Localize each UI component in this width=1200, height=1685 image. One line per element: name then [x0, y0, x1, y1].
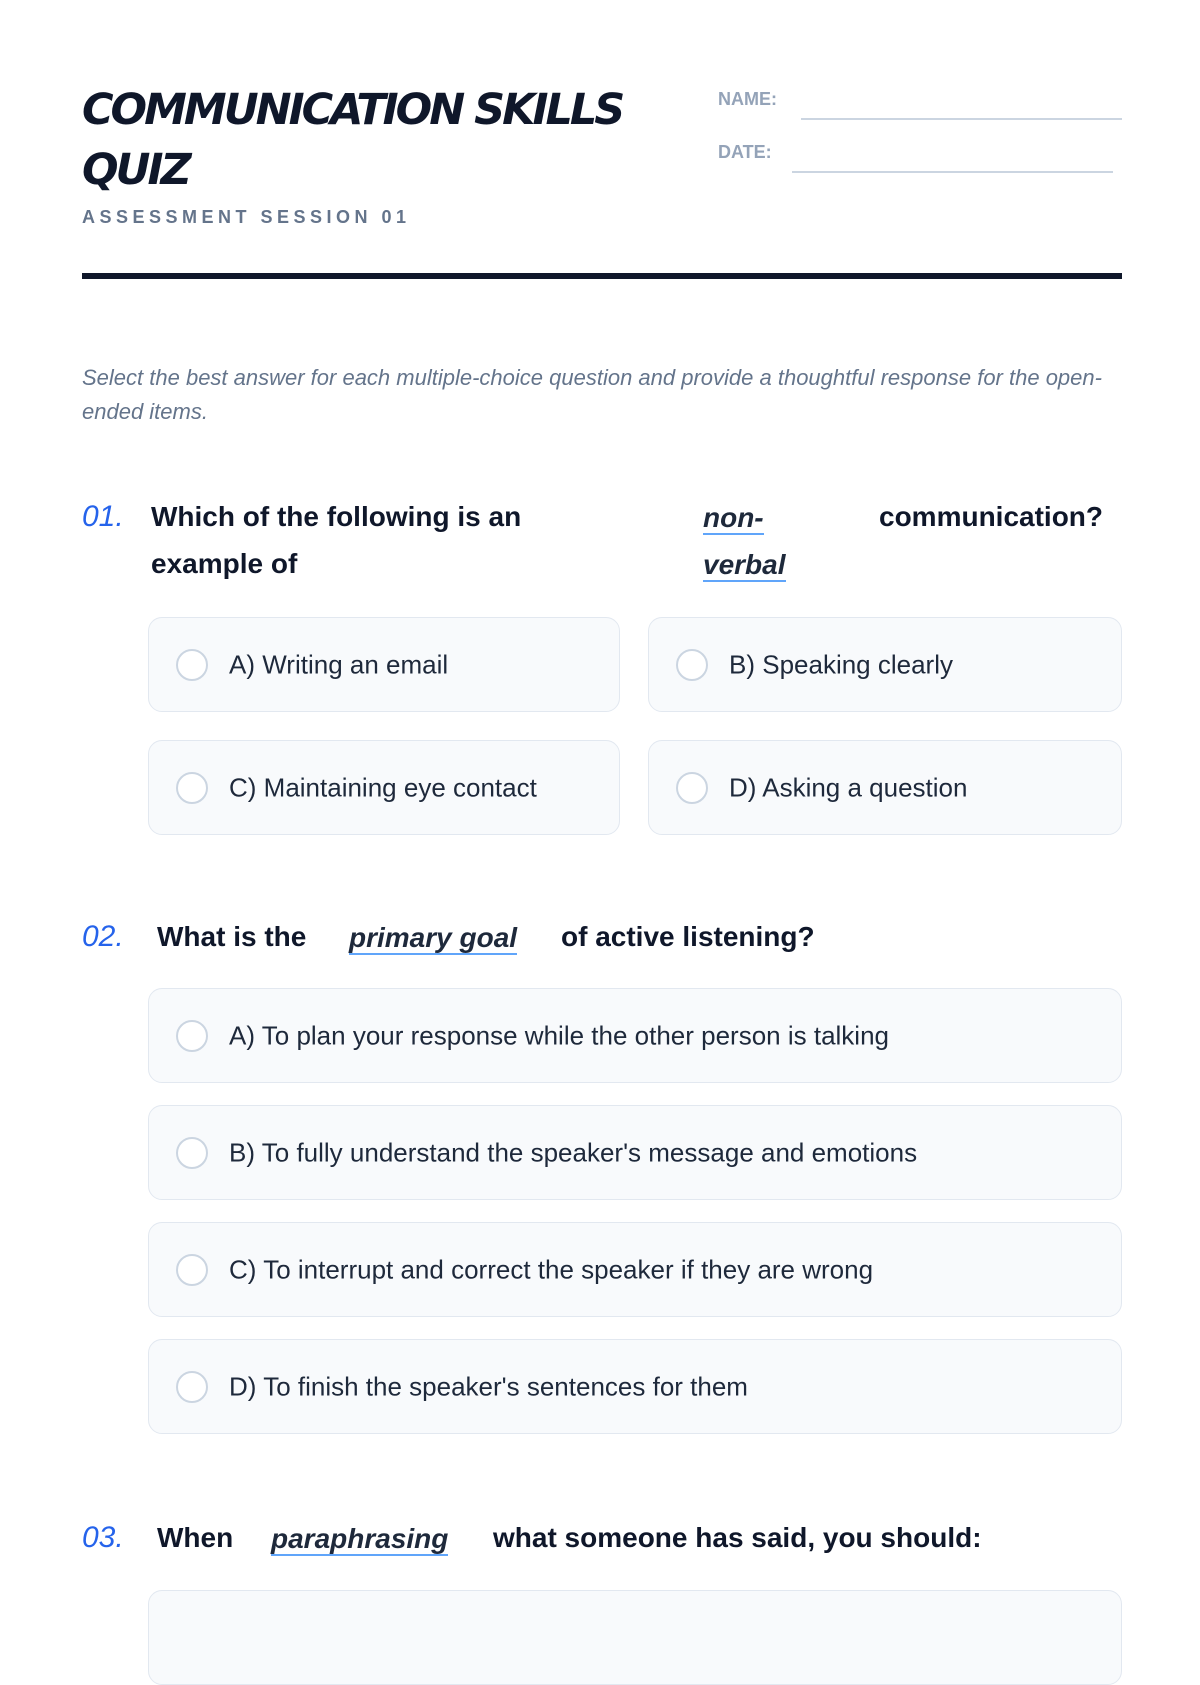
- answer-option[interactable]: [148, 617, 620, 712]
- question-text-part: When: [157, 1522, 234, 1553]
- answer-option-label: A) To plan your response while the other person is talking: [229, 1020, 890, 1050]
- question-keyword: non-: [703, 502, 764, 533]
- question-text-part: What is the: [157, 921, 307, 952]
- answer-option-label: B) Speaking clearly: [729, 649, 953, 679]
- date-field[interactable]: [792, 171, 1113, 173]
- question-text-part: communication?: [879, 501, 1104, 532]
- answer-option[interactable]: [148, 1590, 1122, 1685]
- quiz-title-line2: QUIZ: [82, 145, 189, 195]
- answer-option[interactable]: [148, 1339, 1122, 1434]
- answer-option[interactable]: [148, 988, 1122, 1083]
- question-text-part: what someone has said, you should:: [493, 1522, 982, 1553]
- radio-button[interactable]: [176, 1137, 208, 1169]
- radio-button[interactable]: [176, 772, 208, 804]
- answer-option-label: B) To fully understand the speaker's message and emotions: [229, 1137, 918, 1167]
- answer-option-label: C) To interrupt and correct the speaker if they are wrong: [229, 1254, 874, 1284]
- question-number: 03.: [82, 1521, 124, 1554]
- instructions-text: Select the best answer for each multiple-choice question and provide a thoughtful response for the open-ended items.: [82, 365, 1102, 424]
- date-label: DATE:: [718, 142, 772, 162]
- question-text-part: Which of the following is an: [151, 501, 522, 532]
- answer-option[interactable]: [148, 1222, 1122, 1317]
- name-label: NAME:: [718, 89, 777, 109]
- radio-button[interactable]: [176, 1020, 208, 1052]
- answer-option-label: D) To finish the speaker's sentences for them: [229, 1371, 748, 1401]
- question-keyword: verbal: [703, 549, 786, 580]
- question-number: 02.: [82, 920, 124, 953]
- question-keyword: primary goal: [349, 922, 518, 953]
- answer-option[interactable]: [148, 740, 620, 835]
- radio-button[interactable]: [676, 772, 708, 804]
- answer-option-label: C) Maintaining eye contact: [229, 772, 537, 802]
- question-text-part: of active listening?: [561, 921, 815, 952]
- header-divider: [82, 273, 1122, 279]
- radio-button[interactable]: [176, 649, 208, 681]
- radio-button[interactable]: [676, 649, 708, 681]
- quiz-subtitle: ASSESSMENT SESSION 01: [82, 207, 411, 227]
- answer-option-label: A) Writing an email: [229, 649, 449, 679]
- question-text-part: example of: [151, 548, 298, 579]
- radio-button[interactable]: [176, 1371, 208, 1403]
- answer-option[interactable]: [148, 1105, 1122, 1200]
- answer-option-label: D) Asking a question: [729, 772, 968, 802]
- quiz-page: [82, 0, 1122, 1600]
- answer-option[interactable]: [648, 740, 1122, 835]
- quiz-title: [82, 80, 722, 200]
- radio-button[interactable]: [176, 1254, 208, 1286]
- quiz-title-line1: COMMUNICATION SKILLS: [82, 85, 623, 135]
- question-number: 01.: [82, 500, 124, 533]
- name-field[interactable]: [801, 118, 1122, 120]
- answer-option[interactable]: [648, 617, 1122, 712]
- question-keyword: paraphrasing: [271, 1523, 449, 1554]
